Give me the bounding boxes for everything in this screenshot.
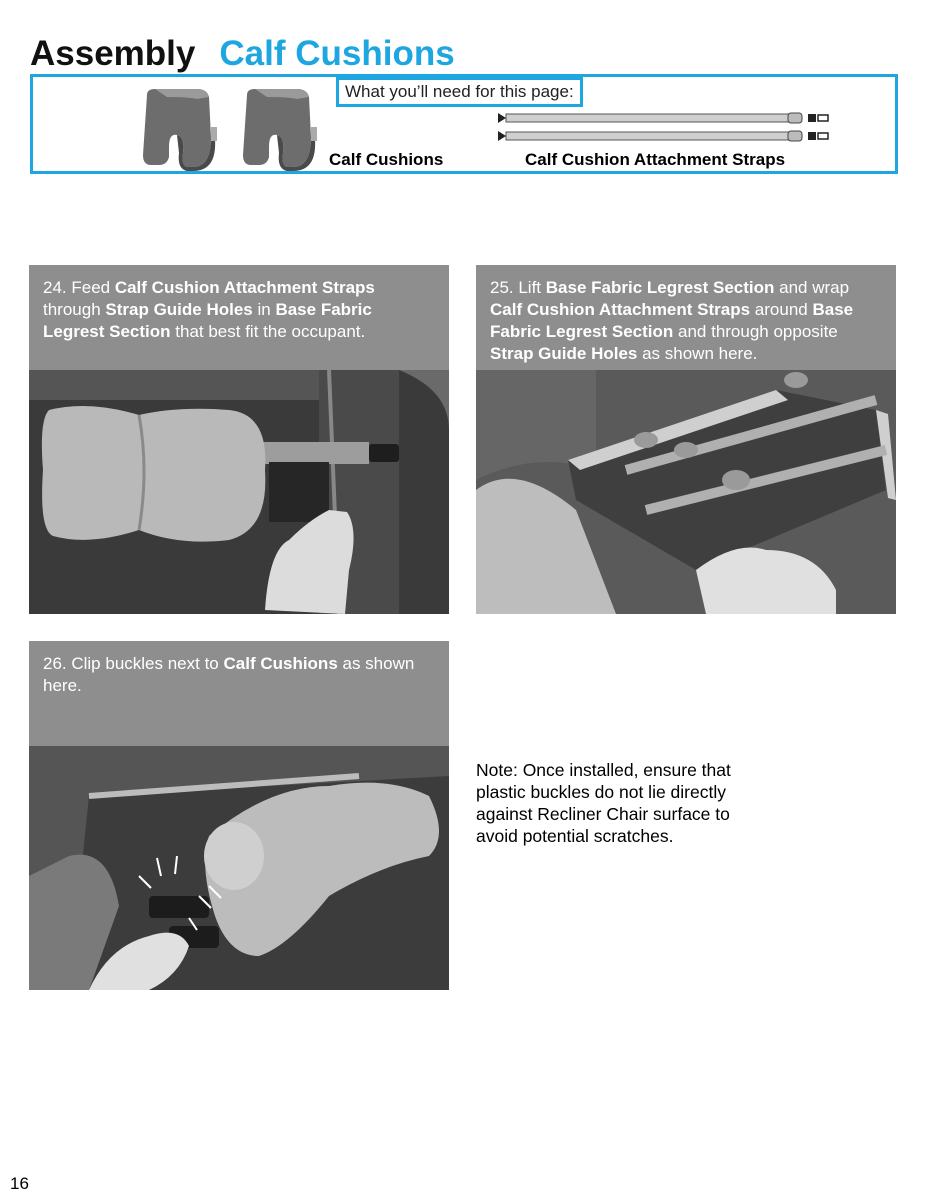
installation-note: Note: Once installed, ensure that plastic buckles do not lie directly against Recliner Chair surface to avoid potential scratches.: [476, 760, 731, 846]
needs-caption-straps: Calf Cushion Attachment Straps: [525, 150, 786, 169]
step-26-photo: [29, 746, 449, 990]
step-text-segment: Strap Guide Holes: [490, 344, 638, 363]
step-text-segment: around: [750, 300, 813, 319]
page-title: [30, 30, 455, 78]
calf-cushion-icon: [137, 87, 221, 173]
step-text-segment: Base Fabric Legrest Section: [490, 300, 854, 341]
step-text-segment: as shown here.: [637, 344, 758, 363]
step-text-segment: that best fit the occupant.: [170, 322, 366, 341]
step-24-text: [29, 265, 449, 370]
step-text-segment: and through opposite: [673, 322, 838, 341]
page-number: 16: [10, 1174, 29, 1193]
step-text-segment: Calf Cushions: [223, 654, 338, 673]
step-text-segment: in: [252, 300, 276, 319]
step-24-photo: [29, 370, 449, 614]
step-text-segment: Calf Cushion Attachment Straps: [114, 278, 375, 297]
step-text-segment: 25. Lift: [490, 278, 546, 297]
step-text-segment: Calf Cushion Attachment Straps: [490, 300, 751, 319]
needs-label: What you’ll need for this page:: [336, 77, 583, 107]
step-text-segment: Strap Guide Holes: [105, 300, 253, 319]
step-text-segment: Base Fabric Legrest Section: [545, 278, 775, 297]
step-text-segment: Base Fabric Legrest Section: [43, 300, 372, 341]
title-section: Calf Cushions: [219, 34, 455, 73]
step-text-segment: 26. Clip buckles next to: [43, 654, 224, 673]
step-text-segment: 24. Feed: [43, 278, 115, 297]
calf-cushion-icon: [237, 87, 321, 173]
step-text-segment: as shown here.: [43, 654, 415, 695]
step-26-text: [29, 641, 449, 746]
step-25-photo: [476, 370, 896, 614]
needs-box: [30, 74, 898, 174]
step-text-segment: through: [43, 300, 106, 319]
title-assembly: Assembly: [30, 34, 196, 73]
needs-caption-cushions: Calf Cushions: [329, 150, 444, 169]
step-text-segment: and wrap: [774, 278, 850, 297]
strap-icon: [496, 110, 836, 144]
step-25-text: [476, 265, 896, 370]
